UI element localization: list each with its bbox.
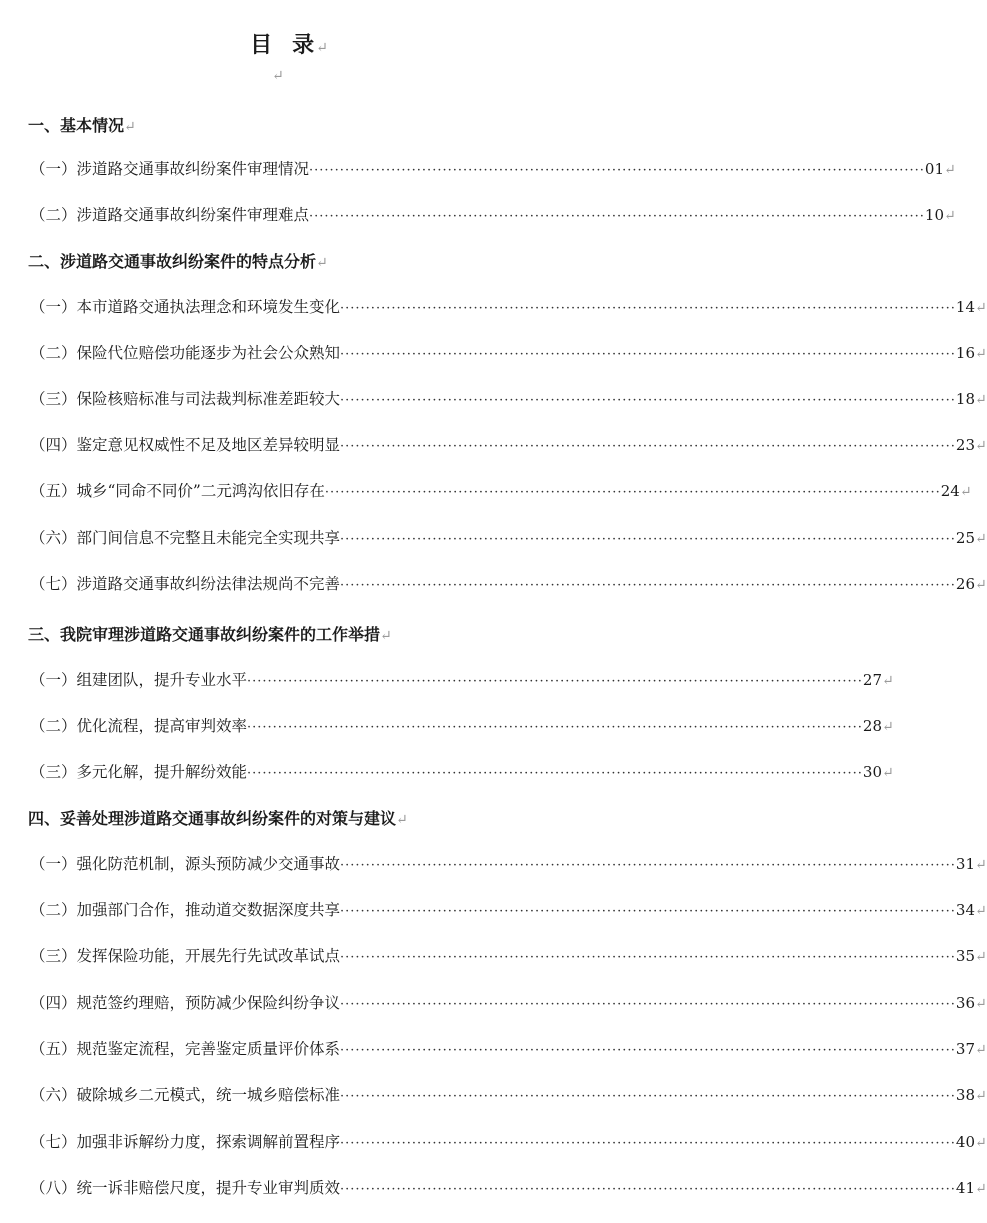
paragraph-mark-icon: ↵ [882, 765, 894, 781]
paragraph-mark-icon: ↵ [975, 1181, 987, 1197]
toc-item[interactable] [30, 991, 987, 1015]
toc-page-number: 35 [955, 947, 975, 965]
toc-page-number: 26 [955, 575, 975, 593]
dot-leader: ························································································································ [340, 904, 956, 919]
toc-item[interactable] [30, 1083, 987, 1107]
toc-page-number: 30 [862, 763, 882, 781]
dot-leader: ························································································································ [340, 1136, 956, 1151]
toc-page-number: 41 [955, 1179, 975, 1197]
toc-entry-text: （三）发挥保险功能，开展先行先试改革试点 [30, 947, 341, 965]
dot-leader: ························································································································ [247, 766, 863, 781]
paragraph-mark-icon: ↵ [975, 300, 987, 316]
paragraph-mark-icon: ↵ [124, 119, 136, 135]
dot-leader: ························································································································ [340, 1043, 956, 1058]
toc-entry-text: （二）加强部门合作，推动道交数据深度共享 [30, 901, 341, 919]
toc-entry-text: （一）本市道路交通执法理念和环境发生变化 [30, 298, 341, 316]
toc-entry-text: 三、我院审理涉道路交通事故纠纷案件的工作举措 [28, 625, 381, 644]
toc-item[interactable] [30, 944, 987, 968]
paragraph-mark-icon: ↵ [975, 577, 987, 593]
toc-section-heading[interactable] [28, 806, 568, 830]
toc-entry-text: （二）保险代位赔偿功能逐步为社会公众熟知 [30, 344, 341, 362]
paragraph-mark-icon: ↵ [975, 346, 987, 362]
toc-page-number: 25 [955, 529, 975, 547]
toc-item[interactable] [30, 668, 894, 692]
paragraph-mark-icon: ↵ [975, 1088, 987, 1104]
toc-entry-text: （七）涉道路交通事故纠纷法律法规尚不完善 [30, 575, 341, 593]
toc-entry-text: （八）统一诉非赔偿尺度，提升专业审判质效 [30, 1179, 341, 1197]
toc-item[interactable] [30, 526, 987, 550]
paragraph-mark-icon: ↵ [975, 949, 987, 965]
toc-item[interactable] [30, 1130, 987, 1154]
toc-page-number: 38 [955, 1086, 975, 1104]
toc-entry-text: 二、涉道路交通事故纠纷案件的特点分析 [28, 252, 317, 271]
toc-item[interactable] [30, 479, 972, 503]
toc-page-number: 23 [955, 436, 975, 454]
dot-leader: ························································································································ [247, 720, 863, 735]
toc-page-number: 34 [955, 901, 975, 919]
dot-leader: ························································································································ [340, 439, 956, 454]
toc-page-number: 36 [955, 994, 975, 1012]
toc-item[interactable] [30, 341, 987, 365]
toc-entry-text: 四、妥善处理涉道路交通事故纠纷案件的对策与建议 [28, 809, 397, 828]
dot-leader: ························································································································ [340, 997, 956, 1012]
document-title [0, 28, 580, 59]
toc-entry-text: （一）组建团队，提升专业水平 [30, 671, 248, 689]
toc-page-number: 24 [940, 482, 960, 500]
toc-page-number: 10 [924, 206, 944, 224]
toc-page-number: 01 [924, 160, 944, 178]
dot-leader: ························································································································ [324, 485, 941, 500]
toc-entry-text: （四）鉴定意见权威性不足及地区差异较明显 [30, 436, 341, 454]
toc-page-number: 28 [862, 717, 882, 735]
paragraph-mark-icon: ↵ [882, 719, 894, 735]
toc-entry-text: 一、基本情况 [28, 116, 125, 135]
paragraph-mark-icon: ↵ [316, 255, 328, 271]
toc-entry-text: （二）优化流程，提高审判效率 [30, 717, 248, 735]
paragraph-mark-icon: ↵ [396, 812, 408, 828]
toc-page-number: 27 [862, 671, 882, 689]
dot-leader: ························································································································ [340, 1089, 956, 1104]
dot-leader: ························································································································ [340, 393, 956, 408]
toc-item[interactable] [30, 714, 894, 738]
toc-entry-text: （六）部门间信息不完整且未能完全实现共享 [30, 529, 341, 547]
dot-leader: ························································································································ [340, 578, 956, 593]
toc-item[interactable] [30, 157, 956, 181]
toc-entry-text: （三）保险核赔标准与司法裁判标准差距较大 [30, 390, 341, 408]
toc-page-number: 14 [955, 298, 975, 316]
toc-section-heading[interactable] [28, 113, 568, 137]
dot-leader: ························································································································ [247, 674, 863, 689]
paragraph-mark-icon: ↵ [975, 857, 987, 873]
toc-entry-text: （四）规范签约理赔，预防减少保险纠纷争议 [30, 994, 341, 1012]
toc-item[interactable] [30, 433, 987, 457]
paragraph-mark-icon: ↵ [944, 208, 956, 224]
toc-entry-text: （五）城乡“同命不同价”二元鸿沟依旧存在 [30, 482, 325, 500]
dot-leader: ························································································································ [309, 163, 925, 178]
dot-leader: ························································································································ [340, 301, 956, 316]
toc-entry-text: （六）破除城乡二元模式，统一城乡赔偿标准 [30, 1086, 341, 1104]
toc-page-number: 16 [955, 344, 975, 362]
paragraph-mark-icon: ↵ [975, 996, 987, 1012]
toc-item[interactable] [30, 1037, 987, 1061]
toc-item[interactable] [30, 203, 956, 227]
title-char-1: 目 [250, 32, 275, 58]
blank-line-paragraph-mark-icon: ↵ [272, 68, 284, 84]
title-char-2: 录 [292, 32, 317, 58]
dot-leader: ························································································································ [340, 1182, 956, 1197]
toc-item[interactable] [30, 295, 987, 319]
toc-item[interactable] [30, 572, 987, 596]
toc-page-number: 18 [955, 390, 975, 408]
toc-entry-text: （七）加强非诉解纷力度，探索调解前置程序 [30, 1133, 341, 1151]
toc-entry-text: （二）涉道路交通事故纠纷案件审理难点 [30, 206, 310, 224]
dot-leader: ························································································································ [340, 950, 956, 965]
toc-item[interactable] [30, 1176, 987, 1200]
paragraph-mark-icon: ↵ [975, 1135, 987, 1151]
toc-entry-text: （一）强化防范机制，源头预防减少交通事故 [30, 855, 341, 873]
toc-item[interactable] [30, 898, 987, 922]
toc-page-number: 40 [955, 1133, 975, 1151]
paragraph-mark-icon: ↵ [975, 392, 987, 408]
paragraph-mark-icon: ↵ [975, 903, 987, 919]
paragraph-mark-icon: ↵ [380, 628, 392, 644]
paragraph-mark-icon: ↵ [975, 1042, 987, 1058]
dot-leader: ························································································································ [340, 532, 956, 547]
toc-page-number: 31 [955, 855, 975, 873]
paragraph-mark-icon: ↵ [944, 162, 956, 178]
paragraph-mark-icon: ↵ [882, 673, 894, 689]
toc-entry-text: （三）多元化解，提升解纷效能 [30, 763, 248, 781]
paragraph-mark-icon: ↵ [316, 40, 330, 56]
toc-item[interactable] [30, 387, 987, 411]
toc-page-number: 37 [955, 1040, 975, 1058]
paragraph-mark-icon: ↵ [975, 531, 987, 547]
toc-entry-text: （一）涉道路交通事故纠纷案件审理情况 [30, 160, 310, 178]
toc-item[interactable] [30, 852, 987, 876]
dot-leader: ························································································································ [309, 209, 925, 224]
toc-section-heading[interactable] [28, 622, 568, 646]
toc-item[interactable] [30, 760, 894, 784]
toc-section-heading[interactable] [28, 249, 568, 273]
dot-leader: ························································································································ [340, 347, 956, 362]
paragraph-mark-icon: ↵ [959, 484, 972, 500]
toc-entry-text: （五）规范鉴定流程，完善鉴定质量评价体系 [30, 1040, 341, 1058]
paragraph-mark-icon: ↵ [975, 438, 987, 454]
dot-leader: ························································································································ [340, 858, 956, 873]
